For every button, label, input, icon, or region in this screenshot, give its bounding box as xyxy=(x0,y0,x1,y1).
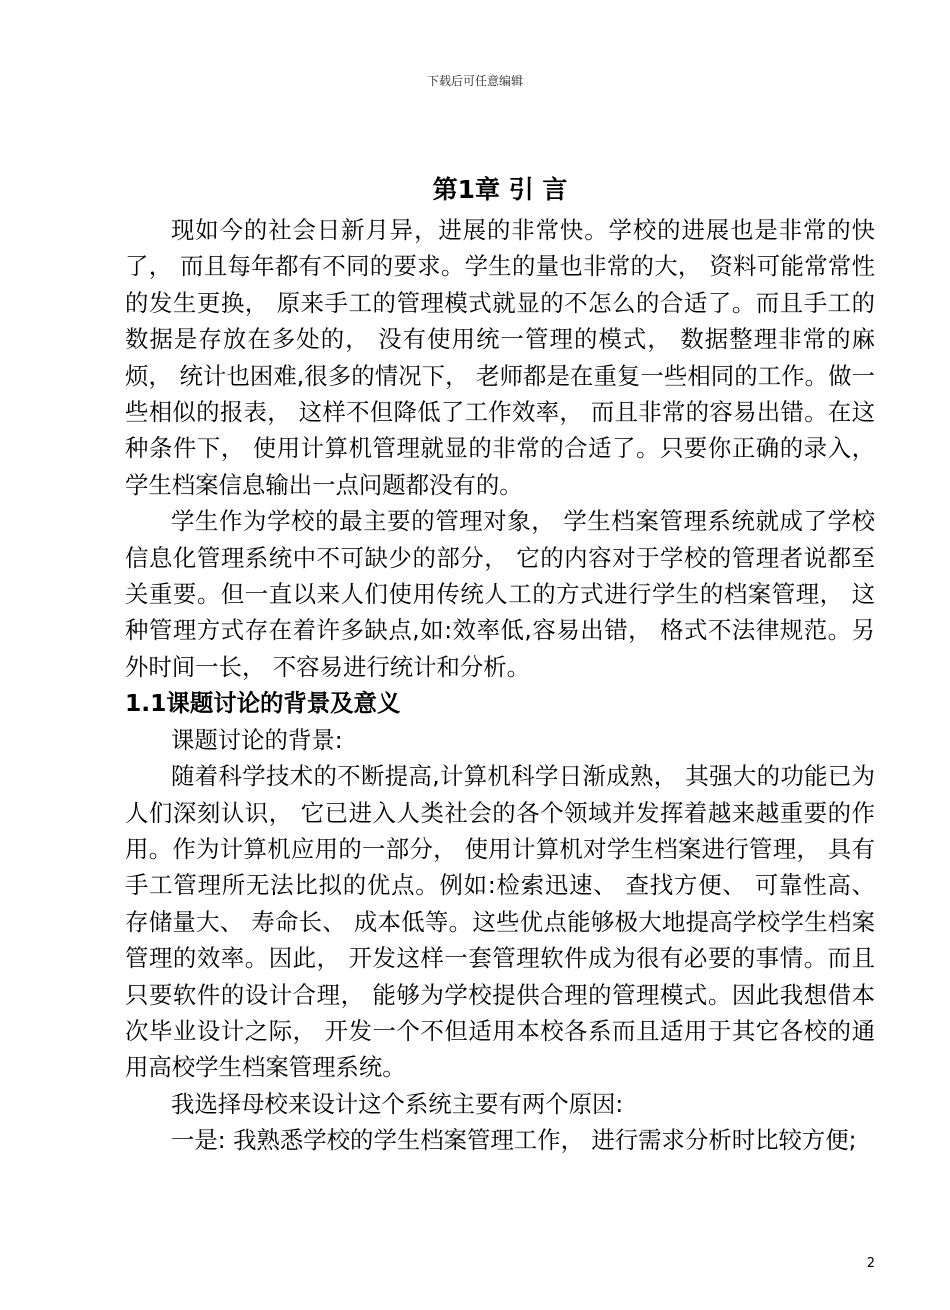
intro-paragraph-2: 学生作为学校的最主要的管理对象， 学生档案管理系统就成了学校信息化管理系统中不可缺少的部分， 它的内容对于学校的管理者说都至关重要。但一直以来人们使用传统人工的方式进行学生的档案管理， 这种管理方式存在着许多缺点,如:效率低,容易出错， 格式不法律规范。另外时间一长， 不容易进行统计和分析。 xyxy=(125,507,875,681)
section-paragraph-3: 一是: 我熟悉学校的学生档案管理工作， 进行需求分析时比较方便; xyxy=(171,1126,857,1155)
intro-paragraph-1: 现如今的社会日新月异，进展的非常快。学校的进展也是非常的快了， 而且每年都有不同的要求。学生的量也非常的大， 资料可能常常性的发生更换， 原来手工的管理模式就显的不怎么的合适了。而且手工的数据是存放在多处的， 没有使用统一管理的模式， 数据整理非常的麻烦， 统计也困难,很多的情况下， 老师都是在重复一些相同的工作。做一些相似的报表， 这样不但降低了工作效率， 而且非常的容易出错。在这种条件下， 使用计算机管理就显的非常的合适了。只要你正确的录入， 学生档案信息输出一点问题都没有的。 xyxy=(125,216,875,499)
section-sub-label: 课题讨论的背景: xyxy=(171,725,343,754)
chapter-title: 第1章 引 言 xyxy=(432,175,568,204)
page-header-note: 下载后可任意编辑 xyxy=(426,74,523,88)
document-body xyxy=(125,168,875,1159)
section-heading-1-1: 1.1课题讨论的背景及意义 xyxy=(125,689,401,718)
page-number: 2 xyxy=(866,1256,875,1271)
section-paragraph-2: 我选择母校来设计这个系统主要有两个原因: xyxy=(171,1089,624,1118)
section-paragraph-1: 随着科学技术的不断提高,计算机科学日渐成熟， 其强大的功能已为人们深刻认识， 它已进入人类社会的各个领域并发挥着越来越重要的作用。作为计算机应用的一部分， 使用计算机对学生档案进行管理， 具有手工管理所无法比拟的优点。例如:检索迅速、 查找方便、 可靠性高、 存储量大、 寿命长、 成本低等。这些优点能够极大地提高学校学生档案管理的效率。因此， 开发这样一套管理软件成为很有必要的事情。而且只要软件的设计合理， 能够为学校提供合理的管理模式。因此我想借本次毕业设计之际， 开发一个不但适用本校各系而且适用于其它各校的通用高校学生档案管理系统。 xyxy=(125,762,875,1082)
